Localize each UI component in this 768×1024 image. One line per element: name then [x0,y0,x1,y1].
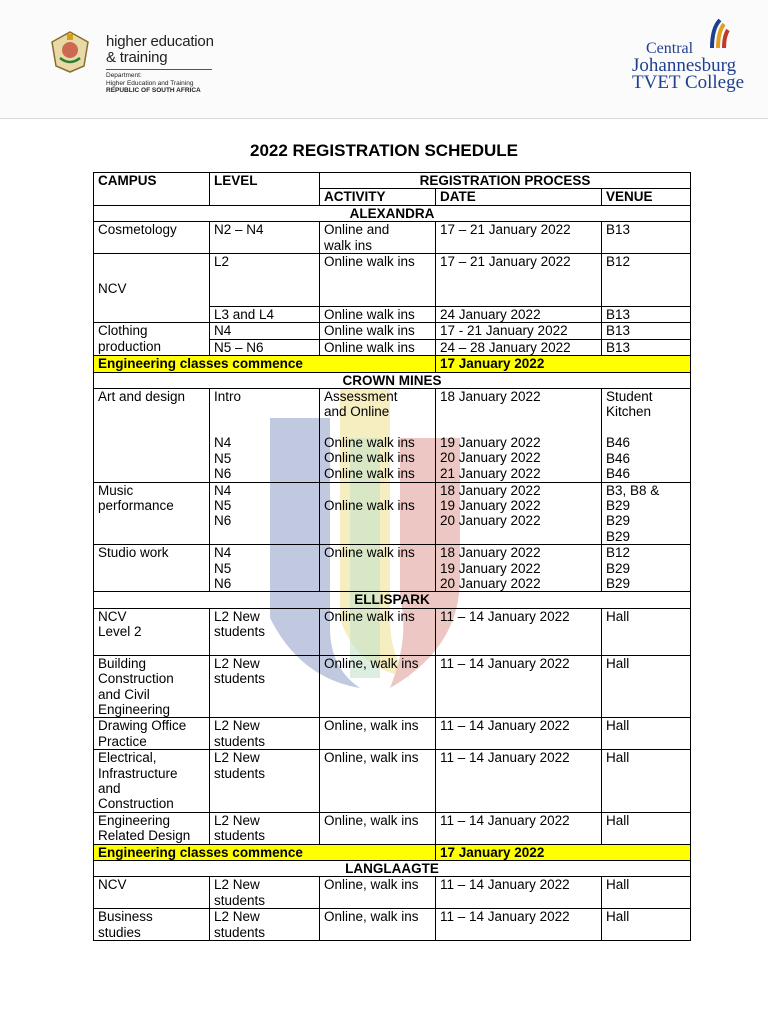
activity-cell: Online walk ins [320,339,436,355]
table-row [94,909,691,941]
level-cell: N2 – N4 [210,222,320,254]
section-alexandra: ALEXANDRA [94,205,691,221]
venue-cell: Hall [602,812,691,844]
coat-of-arms-icon [48,30,92,74]
activity-cell: Online, walk ins [320,812,436,844]
level-header: LEVEL [210,173,320,206]
activity-cell: Online, walk ins [320,877,436,909]
activity-cell: Online walk ins [320,307,436,323]
campus-cell: Cosmetology [94,222,210,254]
table-row [94,750,691,813]
activity-cell: Online walk ins [320,323,436,339]
department-sub-2: Higher Education and Training [106,79,194,87]
activity-header: ACTIVITY [320,189,436,205]
table-row [94,718,691,750]
registration-process-header: REGISTRATION PROCESS [320,173,691,189]
table-row [94,222,691,254]
date-cell: 11 – 14 January 2022 [436,812,602,844]
notice-label: Engineering classes commence [94,356,436,372]
date-cell: 17 - 21 January 2022 [436,323,602,339]
level-cell: L2 New students [210,909,320,941]
department-line-2: & training [106,49,168,66]
level-cell: N5 – N6 [210,339,320,355]
venue-cell: Student Kitchen B46 B46 B46 [602,389,691,482]
date-cell [436,389,602,482]
level-cell: L2 New students [210,718,320,750]
activity-cell: Online walk ins [320,608,436,655]
activity-cell: Online walk ins [320,545,436,592]
department-line-1: higher education [106,33,214,50]
campus-cell: NCV [94,877,210,909]
table-row [94,545,691,592]
level-cell: L2 [210,254,320,307]
date-cell: 11 – 14 January 2022 [436,655,602,718]
registration-schedule-table [93,172,691,941]
notice-row [94,844,691,860]
date-cell: 17 – 21 January 2022 [436,222,602,254]
date-cell: 11 – 14 January 2022 [436,750,602,813]
date-cell: 24 – 28 January 2022 [436,339,602,355]
venue-cell: B12 B29 B29 [602,545,691,592]
campus-cell: Art and design [94,389,210,482]
venue-cell: B13 [602,323,691,339]
level-cell: L2 New students [210,655,320,718]
campus-header: CAMPUS [94,173,210,206]
venue-header: VENUE [602,189,691,205]
level-cell: L2 New students [210,812,320,844]
venue-cell: B13 [602,222,691,254]
level-cell: L2 New students [210,750,320,813]
date-cell: 11 – 14 January 2022 [436,718,602,750]
college-name-line-2: Johannesburg [632,55,737,76]
table-header-row [94,173,691,189]
section-row [94,861,691,877]
venue-cell: Hall [602,608,691,655]
date-bottom: 19 January 2022 20 January 2022 21 January 2022 [440,435,541,481]
page-title: 2022 REGISTRATION SCHEDULE [250,141,518,160]
campus-cell: Engineering Related Design [94,812,210,844]
table-row [94,254,691,307]
activity-cell [320,389,436,482]
table-row [94,389,691,482]
table-row [94,877,691,909]
notice-label: Engineering classes commence [94,844,436,860]
letterhead [0,0,768,119]
level-cell: L2 New students [210,877,320,909]
date-cell: 18 January 2022 19 January 2022 20 January 2022 [436,482,602,545]
venue-cell: B13 [602,307,691,323]
campus-cell: Drawing Office Practice [94,718,210,750]
venue-cell: Hall [602,750,691,813]
activity-cell: Online, walk ins [320,909,436,941]
venue-cell: B13 [602,339,691,355]
level-cell: Intro N4 N5 N6 [210,389,320,482]
campus-cell: NCV Level 2 [94,608,210,655]
date-cell: 11 – 14 January 2022 [436,608,602,655]
activity-cell: Online, walk ins [320,750,436,813]
table-row [94,482,691,545]
notice-date: 17 January 2022 [436,844,691,860]
notice-date: 17 January 2022 [436,356,691,372]
venue-cell: Hall [602,718,691,750]
college-logo [626,18,746,98]
activity-cell: Online, walk ins [320,718,436,750]
table-row [94,655,691,718]
campus-cell: Business studies [94,909,210,941]
venue-cell: Hall [602,655,691,718]
activity-top: Assessment and Online [324,389,398,420]
activity-bottom: Online walk ins Online walk ins Online walk ins [324,435,415,481]
department-sub-1: Department: [106,72,142,79]
campus-cell: NCV [94,254,210,323]
activity-cell: Online and walk ins [320,222,436,254]
level-cell: L3 and L4 [210,307,320,323]
level-cell: N4 N5 N6 [210,482,320,545]
section-crown-mines: CROWN MINES [94,372,691,388]
venue-cell: B12 [602,254,691,307]
department-divider [106,69,212,70]
date-cell: 11 – 14 January 2022 [436,909,602,941]
campus-cell: Clothing production [94,323,210,356]
venue-cell: B3, B8 & B29 B29 B29 [602,482,691,545]
section-ellispark: ELLISPARK [94,592,691,608]
campus-cell: Building Construction and Civil Engineering [94,655,210,718]
date-cell: 11 – 14 January 2022 [436,877,602,909]
level-cell: L2 New students [210,608,320,655]
department-sub-3: REPUBLIC OF SOUTH AFRICA [106,87,201,94]
level-cell: N4 N5 N6 [210,545,320,592]
venue-cell: Hall [602,877,691,909]
college-name-line-1: Central [646,40,694,57]
department-name [106,34,214,95]
campus-cell: Music performance [94,482,210,545]
campus-cell: Electrical, Infrastructure and Construction [94,750,210,813]
college-name-line-3: TVET College [632,72,745,93]
notice-row [94,356,691,372]
date-header: DATE [436,189,602,205]
section-row [94,205,691,221]
activity-cell: Online, walk ins [320,655,436,718]
table-row [94,323,691,339]
activity-cell: Online walk ins [320,482,436,545]
venue-cell: Hall [602,909,691,941]
section-langlaagte: LANGLAAGTE [94,861,691,877]
date-cell: 17 – 21 January 2022 [436,254,602,307]
section-row [94,372,691,388]
table-row [94,608,691,655]
section-row [94,592,691,608]
activity-cell: Online walk ins [320,254,436,307]
date-cell: 18 January 2022 19 January 2022 20 January 2022 [436,545,602,592]
level-cell: N4 [210,323,320,339]
date-cell: 24 January 2022 [436,307,602,323]
date-top: 18 January 2022 [440,389,541,405]
campus-cell: Studio work [94,545,210,592]
table-row [94,812,691,844]
